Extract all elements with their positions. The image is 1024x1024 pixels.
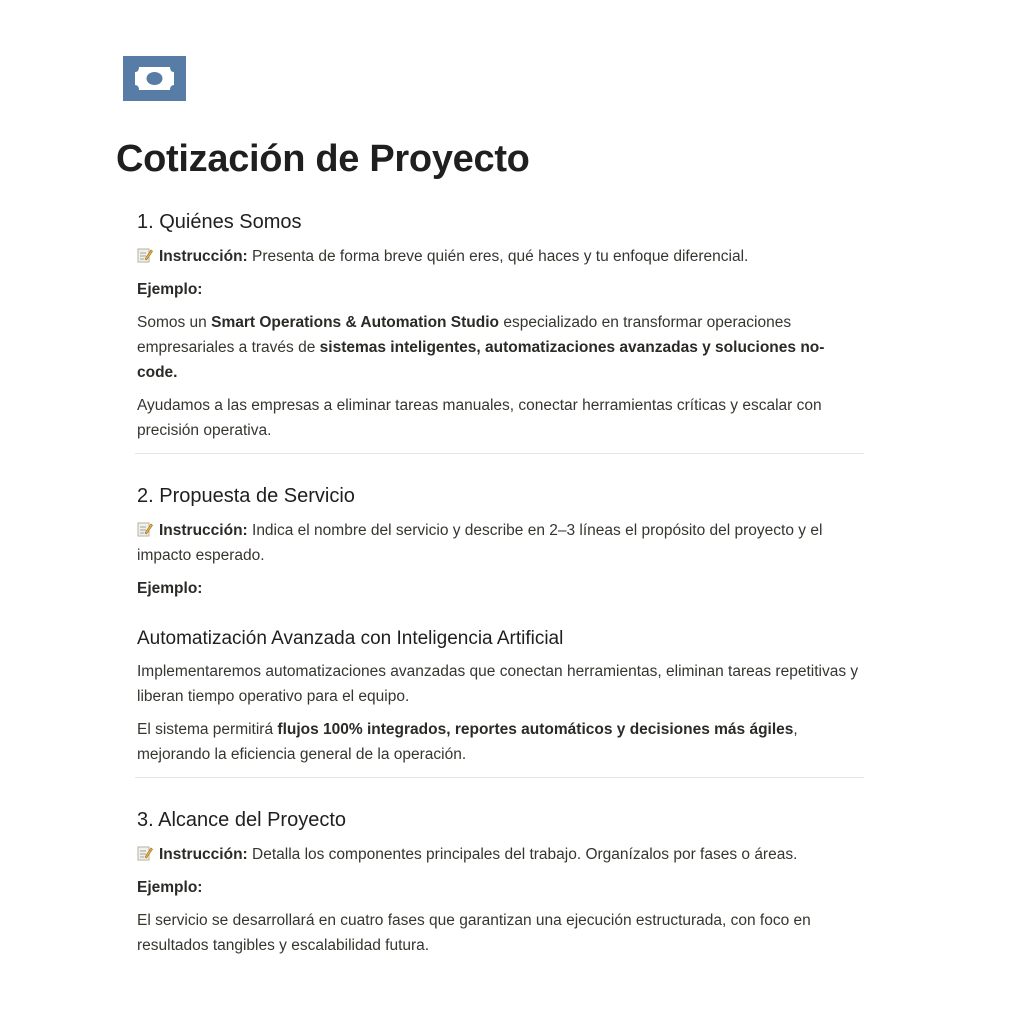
divider [135, 777, 864, 778]
text-run: , mejorando la eficiencia general de la operación. [137, 721, 798, 763]
text-run: especializado en transformar operaciones empresariales a través de [137, 314, 792, 356]
example-label [137, 875, 864, 900]
instruction-callout [137, 518, 864, 568]
instruction-callout [137, 842, 864, 867]
instruction-text: Indica el nombre del servicio y describe en 2–3 líneas el propósito del proyecto y el impacto esperado. [137, 522, 823, 564]
memo-icon [137, 844, 153, 860]
service-name-heading: Automatización Avanzada con Inteligencia Artificial [137, 628, 564, 649]
example-label-text: Ejemplo: [137, 580, 203, 597]
text-run: Somos un [137, 314, 212, 331]
divider [135, 453, 864, 454]
memo-icon [137, 520, 153, 536]
section-heading: 3. Alcance del Proyecto [137, 809, 347, 831]
example-paragraph [137, 717, 864, 767]
instruction-callout [137, 244, 864, 269]
instruction-label: Instrucción: [159, 248, 248, 265]
text-run-bold: Smart Operations & Automation Studio [211, 314, 500, 331]
example-paragraph [137, 310, 864, 385]
example-paragraph: Ayudamos a las empresas a eliminar tareas manuales, conectar herramientas críticas y escalar con precisión operativa. [137, 397, 822, 439]
section-alcance-proyecto [137, 804, 864, 958]
page-content [137, 206, 864, 966]
page-title: Cotización de Proyecto [116, 138, 530, 180]
section-quienes-somos [137, 206, 864, 443]
section-heading: 2. Propuesta de Servicio [137, 485, 355, 507]
text-run: El sistema permitirá [137, 721, 278, 738]
section-propuesta-servicio [137, 480, 864, 767]
example-label [137, 576, 864, 601]
example-paragraph: El servicio se desarrollará en cuatro fases que garantizan una ejecución estructurada, con foco en resultados tangibles y escalabilidad futura. [137, 912, 811, 954]
example-label-text: Ejemplo: [137, 281, 203, 298]
section-heading: 1. Quiénes Somos [137, 211, 302, 233]
example-label-text: Ejemplo: [137, 879, 203, 896]
memo-icon [137, 246, 153, 262]
example-paragraph: Implementaremos automatizaciones avanzadas que conectan herramientas, eliminan tareas repetitivas y liberan tiempo operativo para el equipo. [137, 663, 859, 705]
banknote-icon[interactable] [123, 56, 186, 101]
instruction-label: Instrucción: [159, 846, 248, 863]
instruction-text: Detalla los componentes principales del trabajo. Organízalos por fases o áreas. [247, 846, 798, 863]
instruction-label: Instrucción: [159, 522, 248, 539]
text-run-bold: sistemas inteligentes, automatizaciones avanzadas y soluciones no-code. [137, 339, 825, 381]
example-label [137, 277, 864, 302]
text-run-bold: flujos 100% integrados, reportes automáticos y decisiones más ágiles [277, 721, 794, 738]
instruction-text: Presenta de forma breve quién eres, qué haces y tu enfoque diferencial. [247, 248, 749, 265]
